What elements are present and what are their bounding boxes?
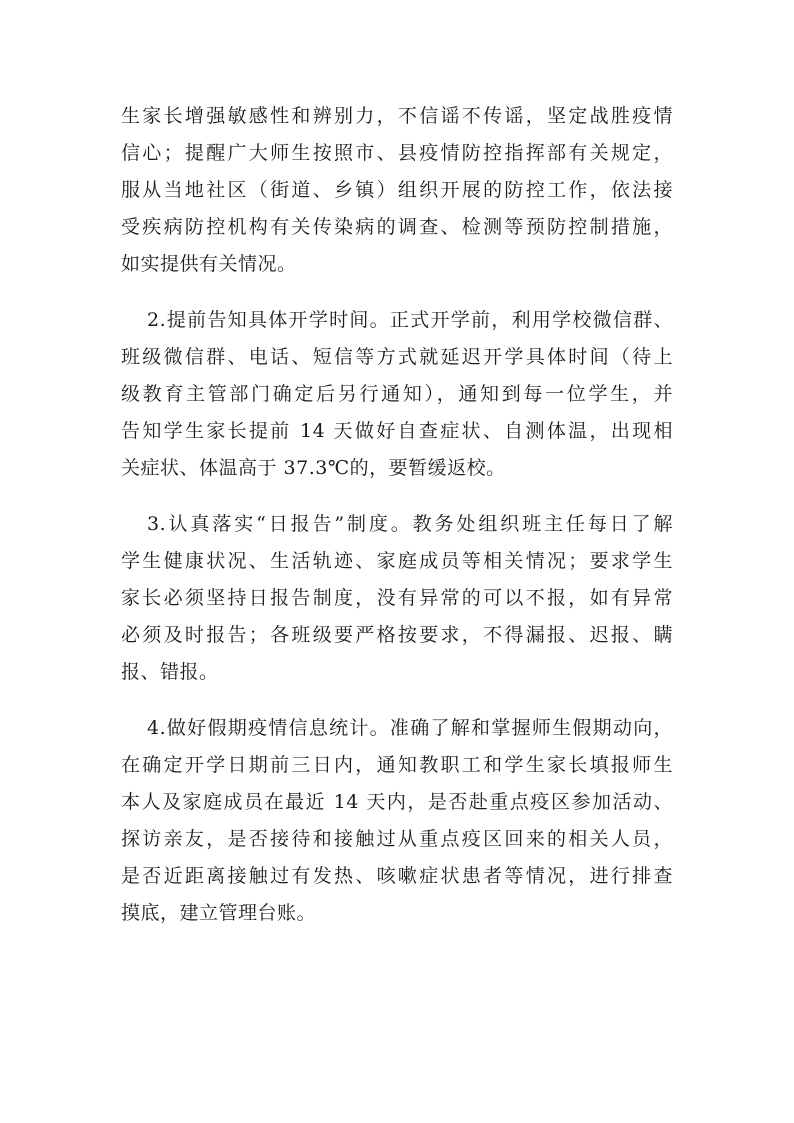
text-line: 服从当地社区（街道、乡镇）组织开展的防控工作，依法接 [121, 179, 673, 201]
text-line: 如实提供有关情况。 [121, 253, 297, 275]
text-line: 关症状、体温高于 37.3℃的，要暂缓返校。 [121, 457, 506, 479]
text-line: 受疾病防控机构有关传染病的调查、检测等预防控制措施， [121, 216, 673, 238]
item-heading-line: 2.提前告知具体开学时间。正式开学前，利用学校微信群、 [147, 309, 673, 331]
text-line: 本人及家庭成员在最近 14 天内，是否赴重点疫区参加活动、 [121, 791, 673, 813]
paragraph-intro-continuation [121, 98, 673, 283]
text-line: 必须及时报告；各班级要严格按要求，不得漏报、迟报、瞒 [121, 624, 673, 646]
text-line: 摸底，建立管理台账。 [121, 902, 317, 924]
text-line: 学生健康状况、生活轨迹、家庭成员等相关情况；要求学生 [121, 550, 673, 572]
text-line: 信心；提醒广大师生按照市、县疫情防控指挥部有关规定， [121, 142, 673, 164]
item-heading-line: 3.认真落实“日报告”制度。教务处组织班主任每日了解 [147, 513, 673, 535]
text-line: 班级微信群、电话、短信等方式就延迟开学具体时间（待上 [121, 346, 673, 368]
text-line: 在确定开学日期前三日内，通知教职工和学生家长填报师生 [121, 754, 673, 776]
text-line: 探访亲友，是否接待和接触过从重点疫区回来的相关人员， [121, 828, 673, 850]
text-line: 报、错报。 [121, 661, 219, 683]
text-line: 是否近距离接触过有发热、咳嗽症状患者等情况，进行排查 [121, 865, 673, 887]
text-line: 生家长增强敏感性和辨别力，不信谣不传谣，坚定战胜疫情 [121, 105, 673, 127]
paragraph-item-3 [121, 506, 673, 691]
text-line: 级教育主管部门确定后另行通知），通知到每一位学生，并 [121, 383, 673, 405]
text-line: 告知学生家长提前 14 天做好自查症状、自测体温，出现相 [121, 420, 673, 442]
paragraph-item-4 [121, 710, 673, 932]
item-heading-line: 4.做好假期疫情信息统计。准确了解和掌握师生假期动向， [147, 717, 673, 739]
paragraph-item-2 [121, 302, 673, 487]
document-body [121, 98, 673, 951]
text-line: 家长必须坚持日报告制度，没有异常的可以不报，如有异常 [121, 587, 673, 609]
